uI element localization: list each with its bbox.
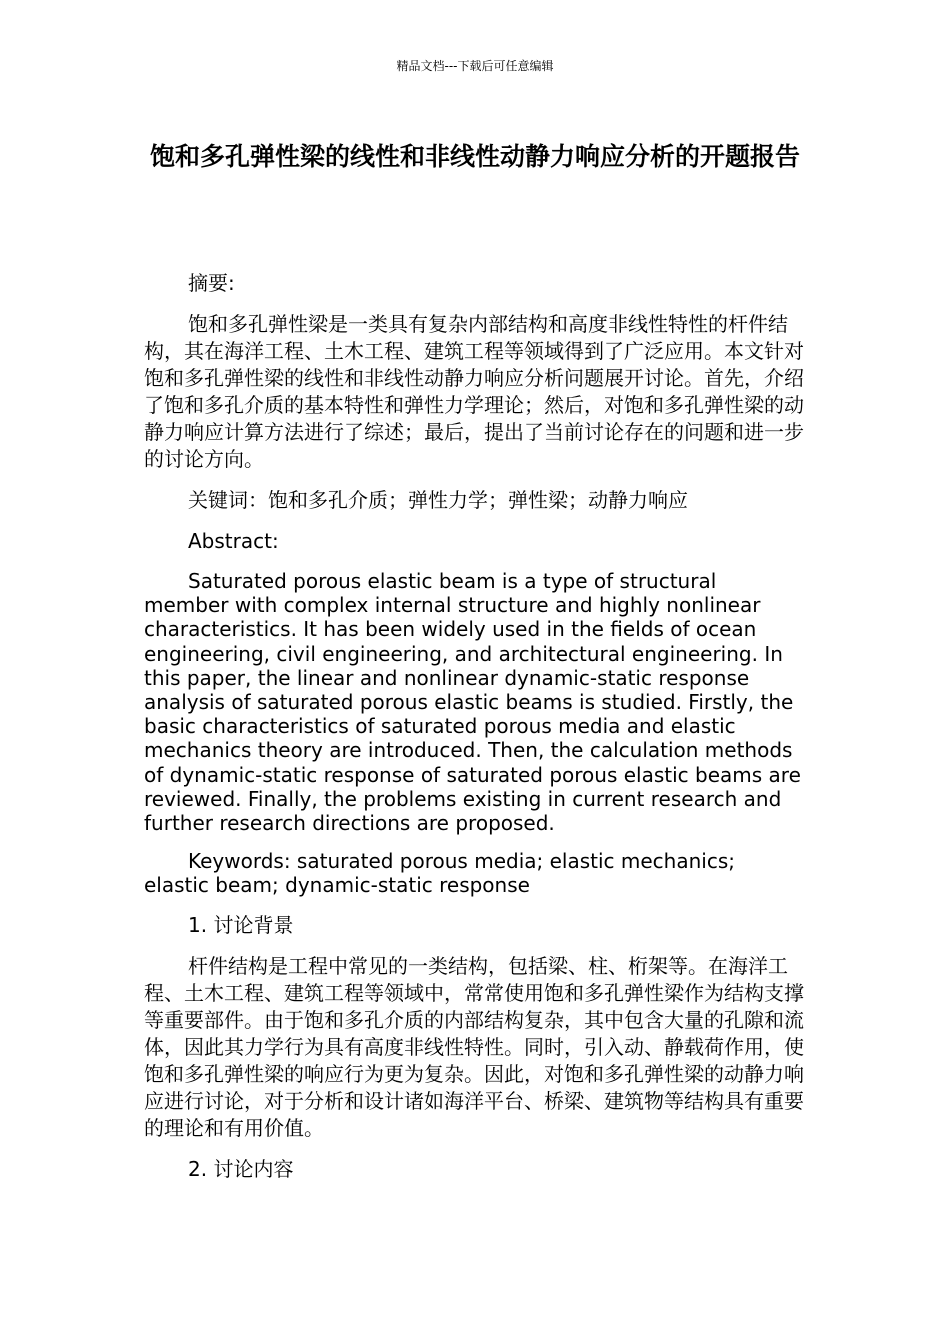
section-1-text: 杆件结构是工程中常见的一类结构，包括梁、柱、桁架等。在海洋工程、土木工程、建筑工程等领域中，常常使用饱和多孔弹性梁作为结构支撑等重要部件。由于饱和多孔介质的内部结构复杂，其中包含大量的孔隙和流体，因此其力学行为具有高度非线性特性。同时，引入动、静载荷作用，使饱和多孔弹性梁的响应行为更为复杂。因此，对饱和多孔弹性梁的动静力响应进行讨论，对于分析和设计诸如海洋平台、桥梁、建筑物等结构具有重要的理论和有用价值。 [144, 953, 804, 1140]
section-1-heading: 1. 讨论背景 [188, 912, 294, 937]
abstract-heading: 摘要: [188, 271, 235, 295]
section-2-heading: 2. 讨论内容 [188, 1156, 294, 1181]
abstract-text: 饱和多孔弹性梁是一类具有复杂内部结构和高度非线性特性的杆件结构，其在海洋工程、土木工程、建筑工程等领域得到了广泛应用。本文针对饱和多孔弹性梁的线性和非线性动静力响应分析问题展开讨论。首先，介绍了饱和多孔介质的基本特性和弹性力学理论；然后，对饱和多孔弹性梁的动静力响应计算方法进行了综述；最后，提出了当前讨论存在的问题和进一步的讨论方向。 [144, 312, 804, 471]
abstract-en-heading: Abstract: [188, 529, 279, 553]
page-header: 精品文档---下载后可任意编辑 [396, 59, 554, 73]
abstract-en-text: Saturated porous elastic beam is a type of structural member with complex internal structure and highly nonlinear characteristics. It has been widely used in the fields of ocean engineering, civil engineering, and architectural engineering. In this paper, the linear and nonlinear dynamic-static response analysis of saturated porous elastic beams is studied. Firstly, the basic characteristics of saturated porous media and elastic mechanics theory are introduced. Then, the calculation methods of dynamic-static response of saturated porous elastic beams are reviewed. Finally, the problems existing in current research and further research directions are proposed. [144, 569, 801, 836]
keywords-cn: 关键词：饱和多孔介质；弹性力学；弹性梁；动静力响应 [188, 488, 688, 512]
document-title: 饱和多孔弹性梁的线性和非线性动静力响应分析的开题报告 [149, 142, 800, 171]
document-body [144, 270, 806, 1197]
keywords-en: Keywords: saturated porous media; elastic mechanics; elastic beam; dynamic-static response [144, 849, 735, 898]
